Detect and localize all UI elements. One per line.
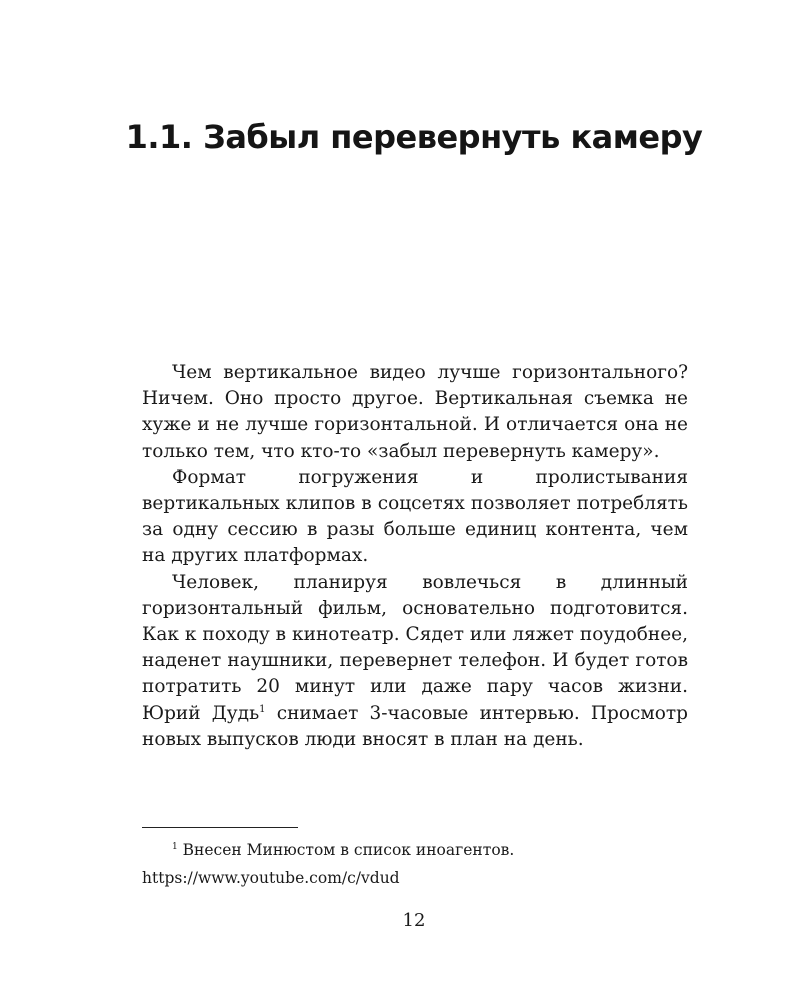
footnote	[142, 836, 688, 892]
body-text	[142, 360, 688, 753]
page-number: 12	[402, 910, 426, 931]
paragraph-1: Чем вертикальное видео лучше горизонтального? Ничем. Оно просто другое. Вертикальная съемка не хуже и не лучше горизонтальной. И отличается она не только тем, что кто-то «забыл перевернуть камеру».	[142, 362, 688, 462]
footnote-text: Внесен Минюстом в список иноагентов. https://www.youtube.com/c/vdud	[142, 841, 515, 887]
paragraph-3	[142, 570, 688, 753]
footnote-reference: 1	[259, 703, 266, 715]
chapter-title: 1.1. Забыл перевернуть камеру	[125, 118, 703, 156]
paragraph-3-text-start: Человек, планируя вовлечься в длинный горизонтальный фильм, основательно подготовится. Как к походу в кинотеатр. Сядет или ляжет поудобнее, наденет наушники, перевернет телефон. И будет готов потратить 20 минут или даже пару часов жизни. Юрий Дудь	[142, 571, 688, 724]
paragraph-2: Формат погружения и пролистывания вертикальных клипов в соцсетях позволяет потреблять за одну сессию в разы больше единиц контента, чем на других платформах.	[142, 466, 688, 567]
footnote-mark: 1	[172, 841, 178, 852]
paragraph-3-text-end: снимает 3-часовые интервью. Просмотр новых выпусков люди вносят в план на день.	[142, 702, 688, 750]
footnote-divider	[142, 827, 298, 828]
